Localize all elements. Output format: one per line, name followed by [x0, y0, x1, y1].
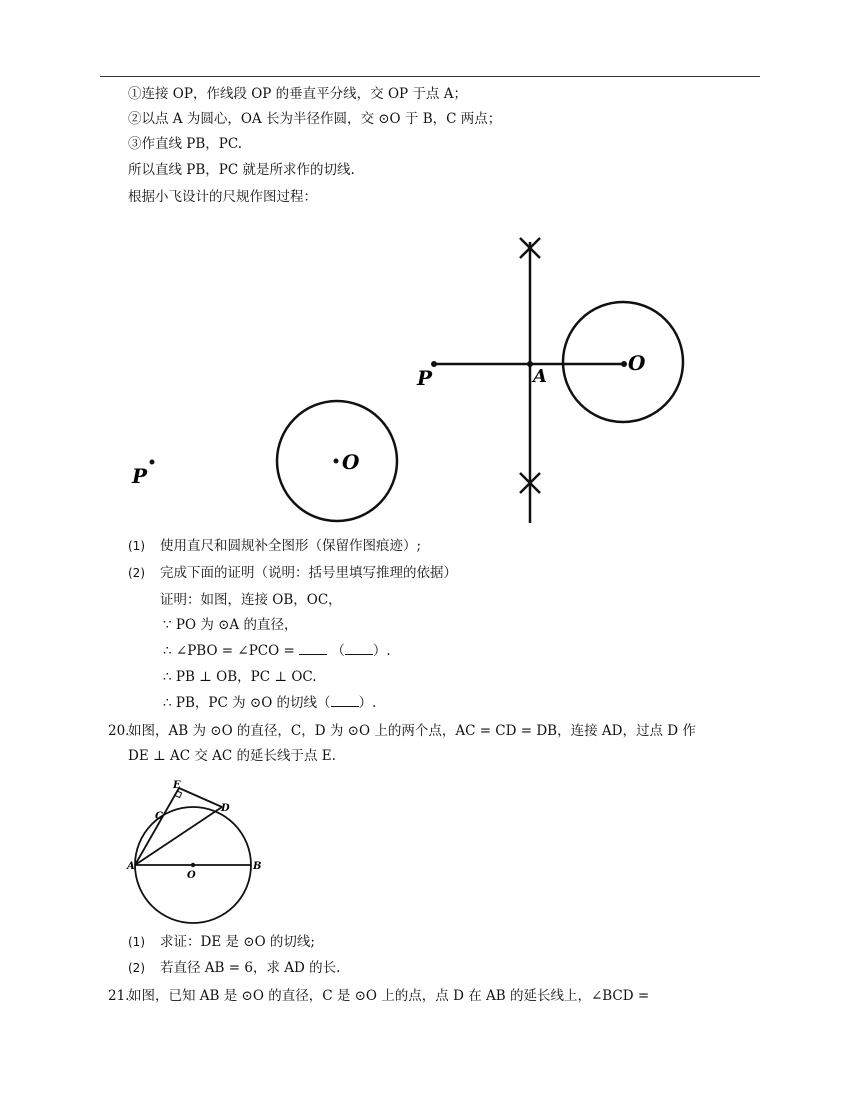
proof-line-4: [163, 693, 376, 713]
answer-blank-reason-1[interactable]: [345, 642, 373, 655]
line-ad: [135, 807, 222, 865]
right-label-p: P: [417, 366, 433, 390]
left-label-p: P: [132, 464, 148, 488]
q21-text-line-1: 如图，已知 AB 是 ⊙O 的直径，C 是 ⊙O 上的点，点 D 在 AB 的延长线上，∠BCD =: [128, 988, 650, 1004]
proof-line-2-close: ）.: [372, 643, 391, 659]
q21-number: 21.: [108, 988, 130, 1004]
q20-label-d: D: [221, 803, 230, 814]
q20-number: 20.: [108, 723, 130, 739]
proof-intro: 证明：如图，连接 OB，OC，: [160, 592, 342, 608]
q19-sub2-number: (2): [128, 566, 145, 580]
q20-label-b: B: [253, 861, 262, 872]
q20-label-a: A: [127, 861, 135, 872]
step-2: ②以点 A 为圆心，OA 长为半径作圆，交 ⊙O 于 B，C 两点；: [128, 111, 502, 127]
right-center-o: [621, 361, 627, 367]
q20-label-o: O: [187, 870, 196, 881]
q20-sub2-text: 若直径 AB = 6，求 AD 的长.: [160, 960, 341, 976]
right-label-a: A: [533, 366, 547, 387]
q20-sub2-number: (2): [128, 961, 145, 975]
answer-blank-reason-2[interactable]: [331, 694, 359, 707]
left-center-dot: [334, 459, 339, 464]
proof-line-1: ∵ PO 为 ⊙A 的直径，: [163, 617, 298, 633]
proof-line-2-text: ∴ ∠PBO = ∠PCO =: [163, 643, 295, 659]
construction-intro: 根据小飞设计的尺规作图过程：: [128, 189, 317, 205]
q20-text-line-1: 如图，AB 为 ⊙O 的直径，C，D 为 ⊙O 上的两个点，AC = CD = DB，连接 AD，过点 D 作: [128, 723, 696, 739]
q19-sub1-text: 使用直尺和圆规补全图形（保留作图痕迹）;: [160, 538, 422, 554]
q20-figure: [125, 776, 270, 926]
proof-line-3: ∴ PB ⊥ OB，PC ⊥ OC.: [163, 669, 317, 685]
q20-label-c: C: [155, 811, 163, 822]
construction-figure: [120, 230, 700, 530]
conclusion: 所以直线 PB，PC 就是所求作的切线.: [128, 162, 355, 178]
q19-sub2-text: 完成下面的证明（说明：括号里填写推理的依据）: [160, 565, 457, 581]
q20-sub1-number: (1): [128, 935, 145, 949]
q20-label-e: E: [173, 780, 181, 791]
q19-sub1-number: (1): [128, 539, 145, 553]
q20-center-dot: [191, 863, 195, 867]
step-3: ③作直线 PB，PC.: [128, 136, 243, 152]
q20-sub1-text: 求证：DE 是 ⊙O 的切线;: [160, 934, 315, 950]
right-label-o: O: [628, 351, 646, 375]
line-de: [179, 788, 222, 807]
left-label-o: O: [342, 450, 360, 474]
left-point-p: [150, 460, 155, 465]
proof-line-4-close: ）.: [358, 695, 377, 711]
answer-blank-angle[interactable]: [299, 642, 327, 655]
header-rule: [100, 76, 760, 77]
line-ae: [135, 788, 179, 865]
proof-line-4-text: ∴ PB，PC 为 ⊙O 的切线（: [163, 695, 331, 711]
step-1: ①连接 OP，作线段 OP 的垂直平分线，交 OP 于点 A；: [128, 86, 467, 102]
proof-line-2: [163, 641, 391, 661]
q20-text-line-2: DE ⊥ AC 交 AC 的延长线于点 E.: [128, 748, 336, 764]
proof-line-2-open: （: [331, 643, 345, 659]
